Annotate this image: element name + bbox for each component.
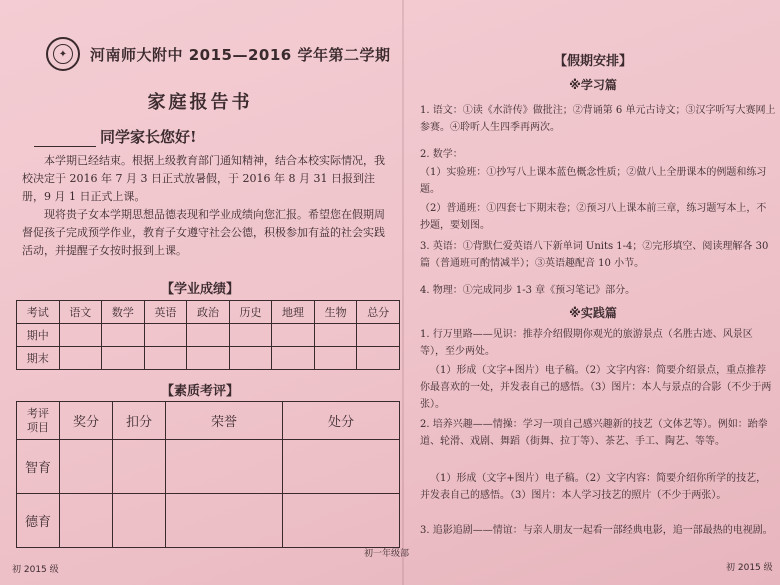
row-header: 期末 (17, 347, 60, 370)
practice-item-interest: 2. 培养兴趣——情操：学习一项自己感兴趣新的技艺（文体艺等）。例如：跆拳道、轮滑、戏剧、舞蹈（街舞、拉丁等）、茶艺、手工、陶艺、等等。 (420, 419, 768, 447)
study-item-math: 2. 数学： (420, 149, 463, 160)
practice-item-movies: 3. 追影追剧——情谊：与亲人朋友一起看一部经典电影，追一部最热的电视剧。 (420, 525, 773, 536)
footer-right: 初 2015 级 (726, 563, 773, 573)
col-header: 处分 (283, 402, 400, 440)
table-row (17, 347, 400, 370)
col-header: 考试 (17, 301, 60, 324)
school-title: 河南师大附中 2015—2016 学年第二学期 (90, 45, 391, 64)
col-header: 扣分 (113, 402, 166, 440)
scores-header-row (17, 301, 400, 324)
footer-left: 初 2015 级 (12, 565, 59, 575)
practice-section-title: ※实践篇 (569, 306, 617, 320)
col-header: 政治 (187, 301, 230, 324)
school-header (46, 36, 390, 72)
table-row (17, 494, 400, 548)
intro-paragraph-2: 现将贵子女本学期思想品德表现和学业成绩向您汇报。希望您在假期周督促孩子完成预学作业，教育子女遵守社会公德，积极参加有益的社会实践活动，并提醒子女按时报到上课。 (22, 208, 385, 257)
study-item-math-exp: （1）实验班：①抄写八上课本蓝色概念性质；②做八上全册课本的例题和练习题。 (420, 167, 767, 195)
greeting (34, 126, 197, 147)
study-item-physics: 4. 物理：①完成同步 1-3 章《预习笔记》部分。 (420, 285, 636, 296)
study-item-math-reg: （2）普通班：①四套七下期末卷；②预习八上课本前三章，练习题写本上，不抄题，要划图。 (420, 203, 767, 231)
col-header: 荣誉 (166, 402, 283, 440)
greeting-text: 同学家长您好! (100, 128, 197, 146)
col-header: 数学 (102, 301, 145, 324)
col-header: 地理 (272, 301, 315, 324)
quality-header-row (17, 402, 400, 440)
holiday-title: 【假期安排】 (553, 54, 632, 69)
practice-item-interest-detail: （1）形成（文字+图片）电子稿。（2）文字内容：简要介绍你所学的技艺，并发表自己的感悟。（3）图片：本人学习技艺的照片（不少于两张）。 (420, 473, 767, 501)
table-row (17, 324, 400, 347)
name-blank (34, 130, 96, 147)
col-header: 生物 (314, 301, 357, 324)
study-section-title: ※学习篇 (569, 78, 617, 92)
corner-cell: 考评 项目 (17, 402, 60, 440)
col-header: 奖分 (60, 402, 113, 440)
col-header: 语文 (59, 301, 102, 324)
scores-table (16, 300, 400, 370)
intro-paragraph-1: 本学期已经结束。根据上级教育部门通知精神，结合本校实际情况，我校决定于 2016 年 7 月 3 日正式放暑假，于 2016 年 8 月 31 日报到注册，9 月 1 日正式上课。 (22, 154, 385, 203)
practice-item-travel: 1. 行万里路——见识：推荐介绍假期你观光的旅游景点（名胜古迹、风景区等），至少两处。 (420, 329, 753, 357)
col-header: 英语 (144, 301, 187, 324)
row-header: 智育 (17, 440, 60, 494)
row-header: 德育 (17, 494, 60, 548)
quality-table (16, 401, 400, 548)
col-header: 总分 (357, 301, 400, 324)
right-page (406, 0, 780, 585)
quality-title: 【素质考评】 (160, 384, 239, 399)
footer-center: 初一年级部 (364, 549, 410, 559)
page-fold (402, 0, 404, 585)
table-row (17, 440, 400, 494)
study-item-chinese: 1. 语文：①读《水浒传》做批注；②背诵第 6 单元古诗文；③汉字听写大赛网上参赛。④聆听人生四季再两次。 (420, 105, 776, 133)
study-item-english: 3. 英语：①背默仁爱英语八下新单词 Units 1-4；②完形填空、阅读理解各 30 篇（普通班可酌情减半）；③英语趣配音 10 小节。 (420, 241, 769, 269)
scores-title: 【学业成绩】 (160, 282, 239, 297)
col-header: 历史 (229, 301, 272, 324)
practice-item-travel-detail: （1）形成（文字+图片）电子稿。（2）文字内容：简要介绍景点，重点推荐你最喜欢的一处，并发表自己的感悟。（3）图片：本人与景点的合影（不少于两张）。 (420, 365, 772, 410)
document-title: 家庭报告书 (147, 92, 253, 113)
school-emblem-icon: ✦ (46, 37, 80, 71)
row-header: 期中 (17, 324, 60, 347)
